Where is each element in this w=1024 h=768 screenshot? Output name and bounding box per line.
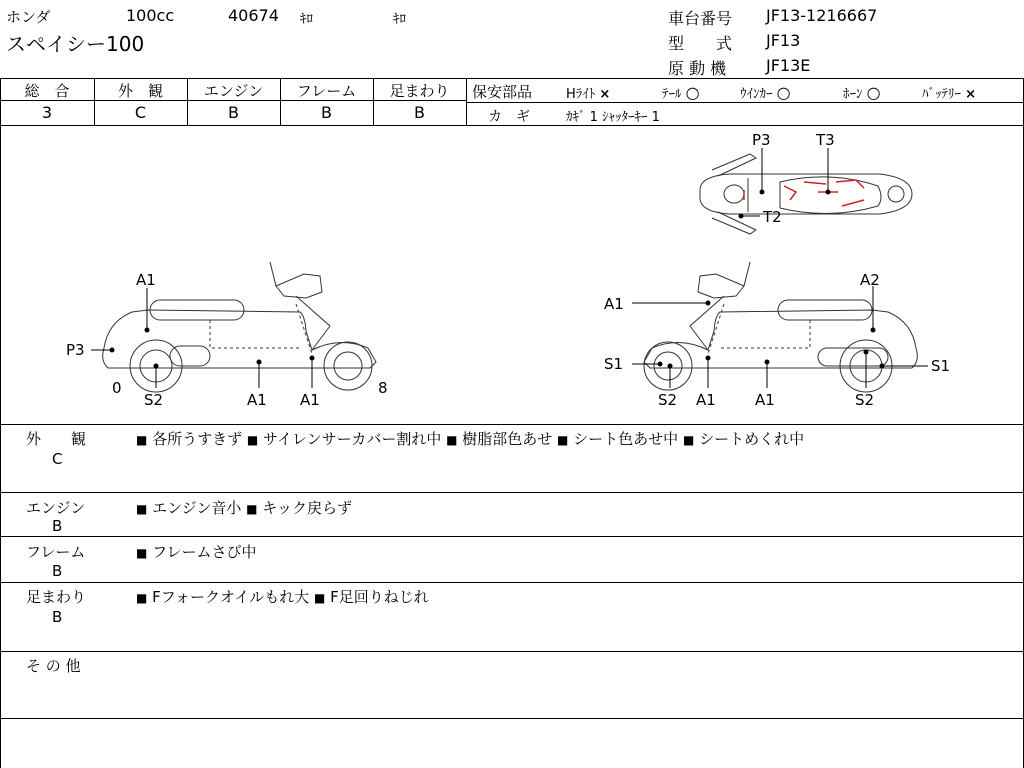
engine-type-value: JF13E	[766, 56, 811, 75]
grade-frame-label: フレーム	[296, 82, 357, 100]
chassis-label: 車台番号	[668, 9, 733, 28]
label-left-0: 0	[112, 379, 122, 397]
remark-suspension-label: 足まわり	[26, 588, 87, 606]
maker: ホンダ	[6, 8, 51, 26]
type-value: JF13	[766, 31, 801, 50]
label-left-a1-top: A1	[136, 271, 156, 289]
label-right-a1-front: A1	[696, 391, 716, 409]
mileage-unit: ｷﾛ	[300, 12, 313, 27]
grade-frame-value: B	[321, 103, 332, 122]
type-label: 型 式	[668, 34, 733, 53]
remark-engine-label: エンジン	[26, 499, 86, 517]
safety-item-horn: ﾎｰﾝ ○	[843, 83, 881, 102]
safety-label: 保安部品	[472, 83, 533, 101]
damage-mark	[804, 182, 826, 184]
grade-exterior-label: 外 観	[117, 82, 163, 100]
displacement: 100cc	[126, 6, 175, 25]
remark-frame-label: フレーム	[26, 543, 86, 561]
rule	[466, 102, 1024, 103]
label-left-a1-frame: A1	[247, 391, 267, 409]
grade-exterior-value: C	[134, 103, 147, 122]
label-right-s1-front: S1	[604, 355, 624, 373]
remark-exterior-grade: C	[52, 450, 63, 468]
mileage-unit-2: ｷﾛ	[393, 12, 406, 27]
safety-item-headlight: Hﾗｲﾄ ×	[566, 87, 611, 102]
label-left-s2: S2	[144, 391, 164, 409]
grade-overall-value: 3	[41, 103, 53, 122]
engine-type-label: 原 動 機	[668, 59, 727, 78]
label-left-p3: P3	[66, 341, 85, 359]
mileage: 40674	[228, 6, 279, 25]
grade-engine-label: エンジン	[203, 82, 264, 100]
grade-overall-label: 総 合	[24, 82, 70, 100]
label-top-t2: T2	[763, 208, 782, 226]
label-left-8: 8	[378, 379, 388, 397]
label-right-a2: A2	[860, 271, 880, 289]
key-value: ｶｷﾞ 1 ｼｬｯﾀｰｷｰ 1	[566, 110, 660, 125]
grade-engine-value: B	[228, 103, 239, 122]
rule	[0, 651, 1024, 652]
rule	[0, 492, 1024, 493]
grade-suspension-label: 足まわり	[389, 82, 450, 100]
remark-suspension-items: ■ Fフォークオイルもれ大 ■ F足回りねじれ	[136, 588, 429, 606]
damage-mark	[842, 200, 864, 206]
remark-engine-grade: B	[52, 517, 63, 535]
label-right-s1-rear: S1	[931, 357, 951, 375]
rule	[0, 78, 1024, 79]
remark-suspension-grade: B	[52, 608, 63, 626]
remark-frame-items: ■ フレームさび中	[136, 543, 257, 561]
remark-engine-items: ■ エンジン音小 ■ キック戻らず	[136, 499, 352, 517]
label-left-a1-front: A1	[300, 391, 320, 409]
rule	[466, 78, 467, 125]
remark-other-label: そ の 他	[26, 657, 81, 675]
damage-diagram	[0, 126, 1024, 424]
safety-item-winker: ｳｲﾝｶｰ ○	[740, 83, 791, 102]
grade-suspension-value: B	[414, 103, 425, 122]
label-right-a1-frame: A1	[755, 391, 775, 409]
rule	[0, 536, 1024, 537]
damage-mark	[784, 186, 796, 200]
rule	[0, 424, 1024, 425]
chassis-value: JF13-1216667	[766, 6, 878, 25]
model-name: スペイシー100	[6, 32, 145, 56]
rule	[0, 582, 1024, 583]
key-label: カ ギ	[488, 109, 530, 125]
label-top-p3: P3	[752, 131, 771, 149]
label-right-s2-rear: S2	[855, 391, 875, 409]
safety-item-taillight: ﾃｰﾙ ○	[662, 83, 700, 102]
rule	[0, 718, 1024, 719]
label-right-a1-top: A1	[604, 295, 624, 313]
remark-frame-grade: B	[52, 562, 63, 580]
label-top-t3: T3	[816, 131, 835, 149]
safety-item-battery: ﾊﾞｯﾃﾘｰ ×	[922, 87, 977, 102]
label-right-s2-front: S2	[658, 391, 678, 409]
remark-exterior-label: 外 観	[26, 430, 87, 448]
remark-exterior-items: ■ 各所うすきず ■ サイレンサーカバー割れ中 ■ 樹脂部色あせ ■ シート色あせ中 ■ シートめくれ中	[136, 430, 805, 448]
scooter-top-view-icon	[700, 154, 912, 234]
